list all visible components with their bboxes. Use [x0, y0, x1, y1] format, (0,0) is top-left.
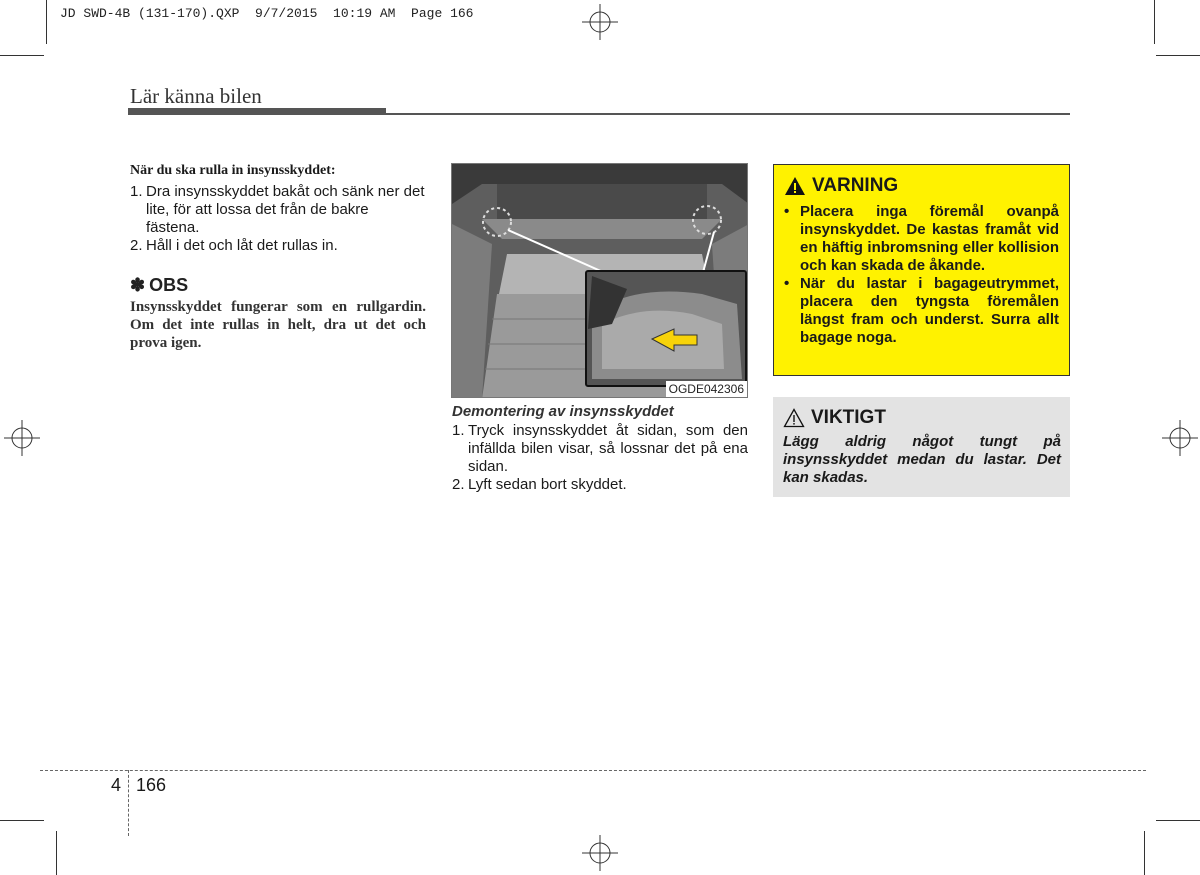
obs-text: Insynsskyddet fungerar som en rullgardin. Om det inte rullas in helt, dra ut det och prova igen. [130, 299, 426, 351]
list-item [130, 237, 426, 255]
list-item [784, 203, 1059, 275]
notice-title: VIKTIGT [811, 407, 886, 428]
section-title: Lär känna bilen [130, 84, 262, 108]
middle-column [452, 403, 748, 494]
warning-list [784, 203, 1059, 347]
obs-title: OBS [149, 275, 189, 295]
notice-heading [783, 407, 1061, 429]
footer-rule [40, 770, 1146, 771]
step-text: Tryck insynsskyddet åt sidan, som den infällda bilen visar, så lossnar det på ena sidan. [468, 422, 748, 475]
chapter-number: 4 [111, 775, 122, 795]
header-rule [128, 108, 386, 115]
step-text: Lyft sedan bort skyddet. [468, 476, 627, 493]
bullet: • [784, 203, 790, 220]
caution-triangle-icon [783, 408, 805, 428]
crop-mark [56, 831, 57, 875]
print-slug: JD SWD-4B (131-170).QXP 9/7/2015 10:19 AM Page 166 [60, 6, 474, 21]
page-number: 166 [136, 775, 167, 795]
crop-mark [1154, 0, 1155, 44]
registration-mark-icon [582, 835, 618, 871]
notice-box [773, 397, 1070, 497]
obs-symbol-icon: ✽ [130, 275, 146, 295]
crop-mark [0, 55, 44, 56]
procedure-heading: När du ska rulla in insynsskyddet: [130, 163, 336, 178]
step-number: 1. [452, 422, 465, 439]
warning-text: När du lastar i bagageutrymmet, placera den tyngsta föremålen längst fram och underst. Surra allt bagage noga. [800, 275, 1059, 346]
warning-title: VARNING [812, 175, 899, 196]
cargo-area-illustration [452, 164, 748, 398]
registration-mark-icon [582, 4, 618, 40]
list-item [784, 275, 1059, 347]
header-rule [386, 113, 1070, 115]
warning-text: Placera inga föremål ovanpå insynskyddet. De kastas framåt vid en häftig inbromsning eller kollision och kan skada de åkande. [800, 203, 1059, 274]
list-item [130, 183, 426, 237]
crop-mark [0, 820, 44, 821]
crop-mark [46, 0, 47, 44]
crop-mark [1144, 831, 1145, 875]
step-number: 1. [130, 183, 143, 200]
removal-steps [452, 422, 748, 494]
list-item [452, 422, 748, 476]
procedure-steps [130, 183, 426, 255]
warning-triangle-icon [784, 176, 806, 196]
notice-text: Lägg aldrig något tungt på insynsskyddet medan du lastar. Det kan skadas. [783, 433, 1061, 486]
crop-mark [1156, 55, 1200, 56]
figure-caption: Demontering av insynsskyddet [452, 403, 674, 420]
step-text: Dra insynsskyddet bakåt och sänk ner det lite, för att lossa det från de bakre fästena. [146, 183, 425, 236]
bullet: • [784, 275, 790, 292]
registration-mark-icon [4, 420, 40, 456]
left-column [130, 163, 426, 352]
warning-heading [784, 175, 1059, 197]
cargo-area-photo [451, 163, 748, 398]
step-text: Håll i det och låt det rullas in. [146, 237, 338, 254]
registration-mark-icon [1162, 420, 1198, 456]
step-number: 2. [452, 476, 465, 493]
warning-box [773, 164, 1070, 376]
figure-code: OGDE042306 [666, 381, 747, 397]
list-item [452, 476, 748, 494]
obs-heading [130, 275, 426, 296]
step-number: 2. [130, 237, 143, 254]
crop-mark [1156, 820, 1200, 821]
footer-divider [128, 770, 129, 836]
